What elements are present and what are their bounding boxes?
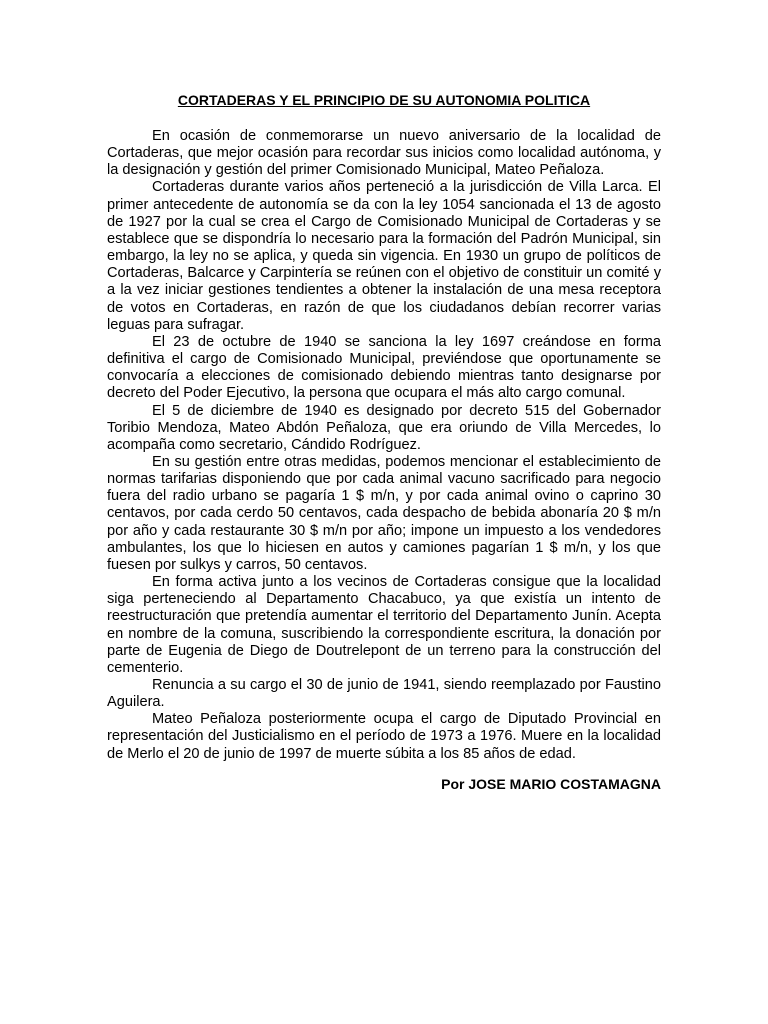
- paragraph-4: El 5 de diciembre de 1940 es designado por decreto 515 del Gobernador Toribio Mendoza, Mateo Abdón Peñaloza, que era oriundo de Villa Mercedes, lo acompaña como secretario, Cándido Rodríguez.: [107, 402, 661, 453]
- paragraph-1: En ocasión de conmemorarse un nuevo aniversario de la localidad de Cortaderas, que mejor ocasión para recordar sus inicios como localidad autónoma, y la designación y gestión del primer Comisionado Municipal, Mateo Peñaloza.: [107, 128, 661, 179]
- paragraph-6: En forma activa junto a los vecinos de Cortaderas consigue que la localidad siga perteneciendo al Departamento Chacabuco, ya que existía un intento de reestructuración que pretendía aumentar el territorio del Departamento Junín. Acepta en nombre de la comuna, suscribiendo la correspondiente escritura, la donación por parte de Eugenia de Diego de Doutrelepont de un terreno para la construcción del cementerio.: [107, 574, 661, 676]
- paragraph-2: Cortaderas durante varios años perteneció a la jurisdicción de Villa Larca. El primer antecedente de autonomía se da con la ley 1054 sancionada el 13 de agosto de 1927 por la cual se crea el Cargo de Comisionado Municipal de Cortaderas y se establece que se dispondría lo necesario para la formación del Padrón Municipal, sin embargo, la ley no se aplica, y queda sin vigencia. En 1930 un grupo de políticos de Cortaderas, Balcarce y Carpintería se reúnen con el objetivo de constituir un comité y a la vez iniciar gestiones tendientes a obtener la instalación de una mesa receptora de votos en Cortaderas, en razón de que los ciudadanos debían recorrer varias leguas para sufragar.: [107, 179, 661, 333]
- paragraph-8: Mateo Peñaloza posteriormente ocupa el cargo de Diputado Provincial en representación del Justicialismo en el período de 1973 a 1976. Muere en la localidad de Merlo el 20 de junio de 1997 de muerte súbita a los 85 años de edad.: [107, 711, 661, 762]
- paragraph-3: El 23 de octubre de 1940 se sanciona la ley 1697 creándose en forma definitiva el cargo de Comisionado Municipal, previéndose que oportunamente se convocaría a elecciones de comisionado debiendo mientras tanto designarse por decreto del Poder Ejecutivo, la persona que ocupara el más alto cargo comunal.: [107, 333, 661, 402]
- author-signature: Por JOSE MARIO COSTAMAGNA: [441, 775, 661, 792]
- document-page: [107, 91, 661, 793]
- document-body: [107, 128, 661, 763]
- paragraph-5: En su gestión entre otras medidas, podemos mencionar el establecimiento de normas tarifarias disponiendo que por cada animal vacuno sacrificado para negocio fuera del radio urbano se pagaría 1 $ m/n, y por cada animal ovino o caprino 30 centavos, por cada cerdo 50 centavos, cada despacho de bebida abonaría 20 $ m/n por año y cada restaurante 30 $ m/n por año; impone un impuesto a los vendedores ambulantes, los que lo hiciesen en autos y camiones pagarían 1 $ m/n, y los que fuesen por sulkys y carros, 50 centavos.: [107, 453, 661, 573]
- document-title: CORTADERAS Y EL PRINCIPIO DE SU AUTONOMIA POLITICA: [177, 92, 591, 108]
- paragraph-7: Renuncia a su cargo el 30 de junio de 1941, siendo reemplazado por Faustino Aguilera.: [107, 677, 661, 711]
